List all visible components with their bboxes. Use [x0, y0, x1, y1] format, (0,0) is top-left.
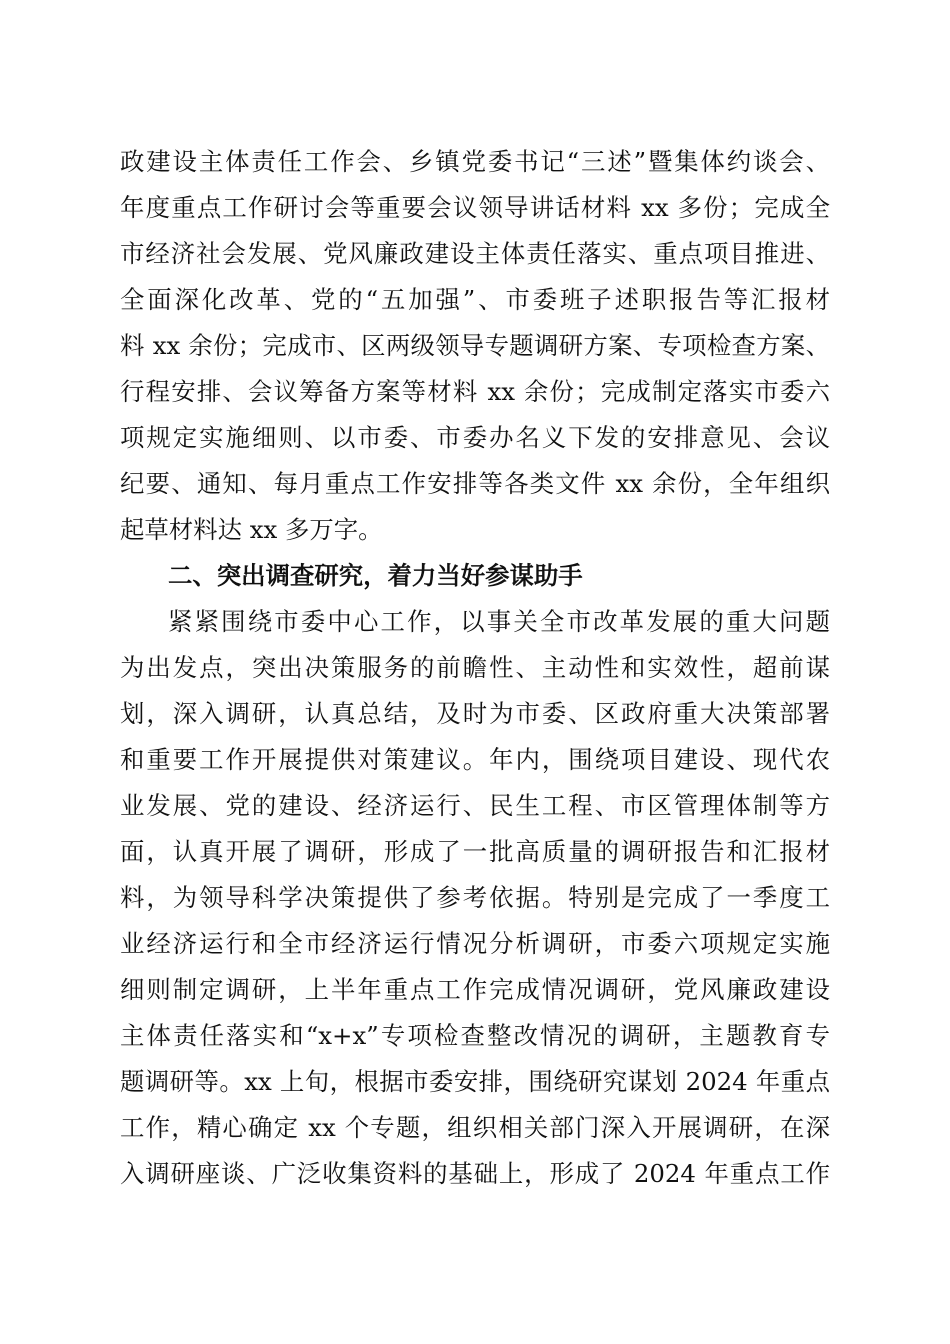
- paragraph1-line-9: 起草材料达 xx 多万字。: [120, 515, 383, 544]
- section2-line-9: 细则制定调研，上半年重点工作完成情况调研，党风廉政建设: [120, 975, 830, 1004]
- section2-line-2: 为出发点，突出决策服务的前瞻性、主动性和实效性，超前谋: [120, 653, 830, 682]
- paragraph1-line-8: 纪要、通知、每月重点工作安排等各类文件 xx 余份，全年组织: [120, 469, 830, 498]
- section2-line-3: 划，深入调研，认真总结，及时为市委、区政府重大决策部署: [120, 699, 830, 728]
- paragraph1-line-1: 政建设主体责任工作会、乡镇党委书记“三述”暨集体约谈会、: [120, 147, 830, 176]
- section2-line-6: 面，认真开展了调研，形成了一批高质量的调研报告和汇报材: [120, 837, 830, 866]
- section2-line-13: 入调研座谈、广泛收集资料的基础上，形成了 2024 年重点工作: [120, 1159, 830, 1188]
- paragraph1-line-3: 市经济社会发展、党风廉政建设主体责任落实、重点项目推进、: [120, 239, 830, 268]
- section2-line-4: 和重要工作开展提供对策建议。年内，围绕项目建设、现代农: [120, 745, 830, 774]
- section2-line-11: 题调研等。xx 上旬，根据市委安排，围绕研究谋划 2024 年重点: [120, 1067, 830, 1096]
- paragraph1-line-2: 年度重点工作研讨会等重要会议领导讲话材料 xx 多份；完成全: [120, 193, 830, 222]
- section2-line-10: 主体责任落实和“x+x”专项检查整改情况的调研，主题教育专: [120, 1021, 830, 1050]
- section2-line-8: 业经济运行和全市经济运行情况分析调研，市委六项规定实施: [120, 929, 830, 958]
- paragraph1-line-6: 行程安排、会议筹备方案等材料 xx 余份；完成制定落实市委六: [120, 377, 830, 406]
- paragraph1-line-7: 项规定实施细则、以市委、市委办名义下发的安排意见、会议: [120, 423, 830, 452]
- paragraph1-line-5: 料 xx 余份；完成市、区两级领导专题调研方案、专项检查方案、: [120, 331, 830, 360]
- section2-line-1: 紧紧围绕市委中心工作，以事关全市改革发展的重大问题: [168, 607, 830, 636]
- paragraph1-line-4: 全面深化改革、党的“五加强”、市委班子述职报告等汇报材: [120, 285, 830, 314]
- section2-line-7: 料，为领导科学决策提供了参考依据。特别是完成了一季度工: [120, 883, 830, 912]
- section2-line-12: 工作，精心确定 xx 个专题，组织相关部门深入开展调研，在深: [120, 1113, 830, 1142]
- section-heading: 二、突出调查研究，着力当好参谋助手: [168, 561, 583, 590]
- section2-line-5: 业发展、党的建设、经济运行、民生工程、市区管理体制等方: [120, 791, 830, 820]
